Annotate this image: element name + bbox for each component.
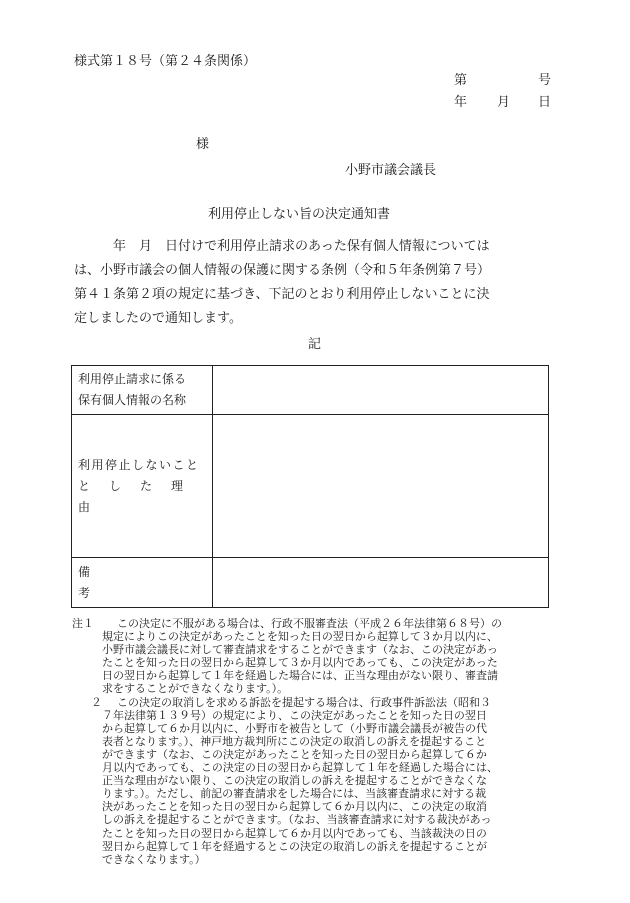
note-line: 小野市議会議長に対して審査請求をすることができます（なお、この決定があっ xyxy=(102,643,498,657)
note-line: ができます（なお、この決定があったことを知った日の翌日から起算して６か xyxy=(102,747,487,761)
row2-label-line2: とした理由 xyxy=(78,478,203,514)
note-line: たことを知った日の翌日から起算して６か月以内であっても、当該裁決の日の xyxy=(102,826,487,840)
form-id: 様式第１８号（第２４条関係） xyxy=(74,54,257,69)
row1-label-line1: 利用停止請求に係る xyxy=(78,372,187,386)
body-line: は、小野市議会の個人情報の保護に関する条例（令和５年条例第７号） xyxy=(74,263,491,278)
date-month: 月 xyxy=(497,95,511,110)
date-day: 日 xyxy=(538,95,552,110)
doc-number-prefix: 第 xyxy=(454,73,468,88)
note-line: から起算して６か月以内に、小野市を被告として（小野市議会議長が被告の代 xyxy=(102,721,487,735)
table-row xyxy=(72,558,549,608)
note-line: 求をすることができなくなります。）。 xyxy=(102,682,289,696)
note-line: 月以内であっても、この決定の日の翌日から起算して１年を経過した場合には、 xyxy=(102,761,498,775)
doc-number-suffix: 号 xyxy=(538,73,552,88)
recipient-suffix: 様 xyxy=(196,137,210,152)
record-table xyxy=(71,365,549,608)
row3-label: 備考 xyxy=(78,564,189,600)
note-line: 表者となります。）、神戸地方裁判所にこの決定の取消しの訴えを提起すること xyxy=(102,734,487,748)
body-line: 年 月 日付けで利用停止請求のあった保有個人情報については xyxy=(74,239,490,254)
body-line: 第４１条第２項の規定に基づき、下記のとおり利用停止しないことに決 xyxy=(74,287,490,302)
date-year: 年 xyxy=(454,95,468,110)
row2-label-cell xyxy=(72,415,213,558)
note-line: 翌日から起算して１年を経過するとこの決定の取消しの訴えを提起することが xyxy=(102,839,487,853)
row3-label-cell xyxy=(72,558,213,608)
row1-value-cell[interactable] xyxy=(213,366,549,415)
row3-value-cell[interactable] xyxy=(213,558,549,608)
note-1 xyxy=(72,617,562,696)
note-1-body xyxy=(102,617,562,696)
note-line: ります。）。ただし、前記の審査請求をした場合には、当該審査請求に対する裁 xyxy=(102,787,487,801)
note-line: しの訴えを提起することができます。（なお、当該審査請求に対する裁決があっ xyxy=(102,813,492,827)
note-line: たことを知った日の翌日から起算して３か月以内であっても、この決定があった xyxy=(102,656,498,670)
issuer: 小野市議会議長 xyxy=(345,163,437,178)
body-line: 定しましたので通知します。 xyxy=(74,311,242,326)
notes-section xyxy=(72,617,562,866)
note-line: 正当な理由がない限り、この決定の取消しの訴えを提起することができなくな xyxy=(102,774,487,788)
note-2-label: ２ xyxy=(91,695,102,709)
table-row xyxy=(72,415,549,558)
row1-label-cell xyxy=(72,366,213,415)
row2-label-line1: 利用停止しないこと xyxy=(78,457,200,472)
note-line: この決定の取消しを求める訴訟を提起する場合は、行政事件訴訟法（昭和３ xyxy=(117,695,491,709)
note-line: 日の翌日から起算して１年を経過した場合には、正当な理由がない限り、審査請 xyxy=(102,669,498,683)
note-line: 規定によりこの決定があったことを知った日の翌日から起算して３か月以内に、 xyxy=(102,630,498,644)
note-line: この決定に不服がある場合は、行政不服審査法（平成２６年法律第６８号）の xyxy=(117,617,502,630)
note-line: ７年法律第１３９号）の規定により、この決定があったことを知った日の翌日 xyxy=(102,708,487,722)
table-row xyxy=(72,366,549,415)
document-title: 利用停止しない旨の決定通知書 xyxy=(208,207,391,222)
note-line: できなくなります。） xyxy=(102,852,206,866)
body-paragraph xyxy=(74,235,560,331)
row1-label-line2: 保有個人情報の名称 xyxy=(78,393,187,407)
note-line: 決があったことを知った日の翌日から起算して６か月以内に、この決定の取消 xyxy=(102,800,487,814)
row2-value-cell[interactable] xyxy=(213,415,549,558)
note-2 xyxy=(72,696,562,866)
ki-heading: 記 xyxy=(308,337,322,352)
note-2-body xyxy=(102,696,562,866)
note-1-label: 注１ xyxy=(72,617,94,630)
